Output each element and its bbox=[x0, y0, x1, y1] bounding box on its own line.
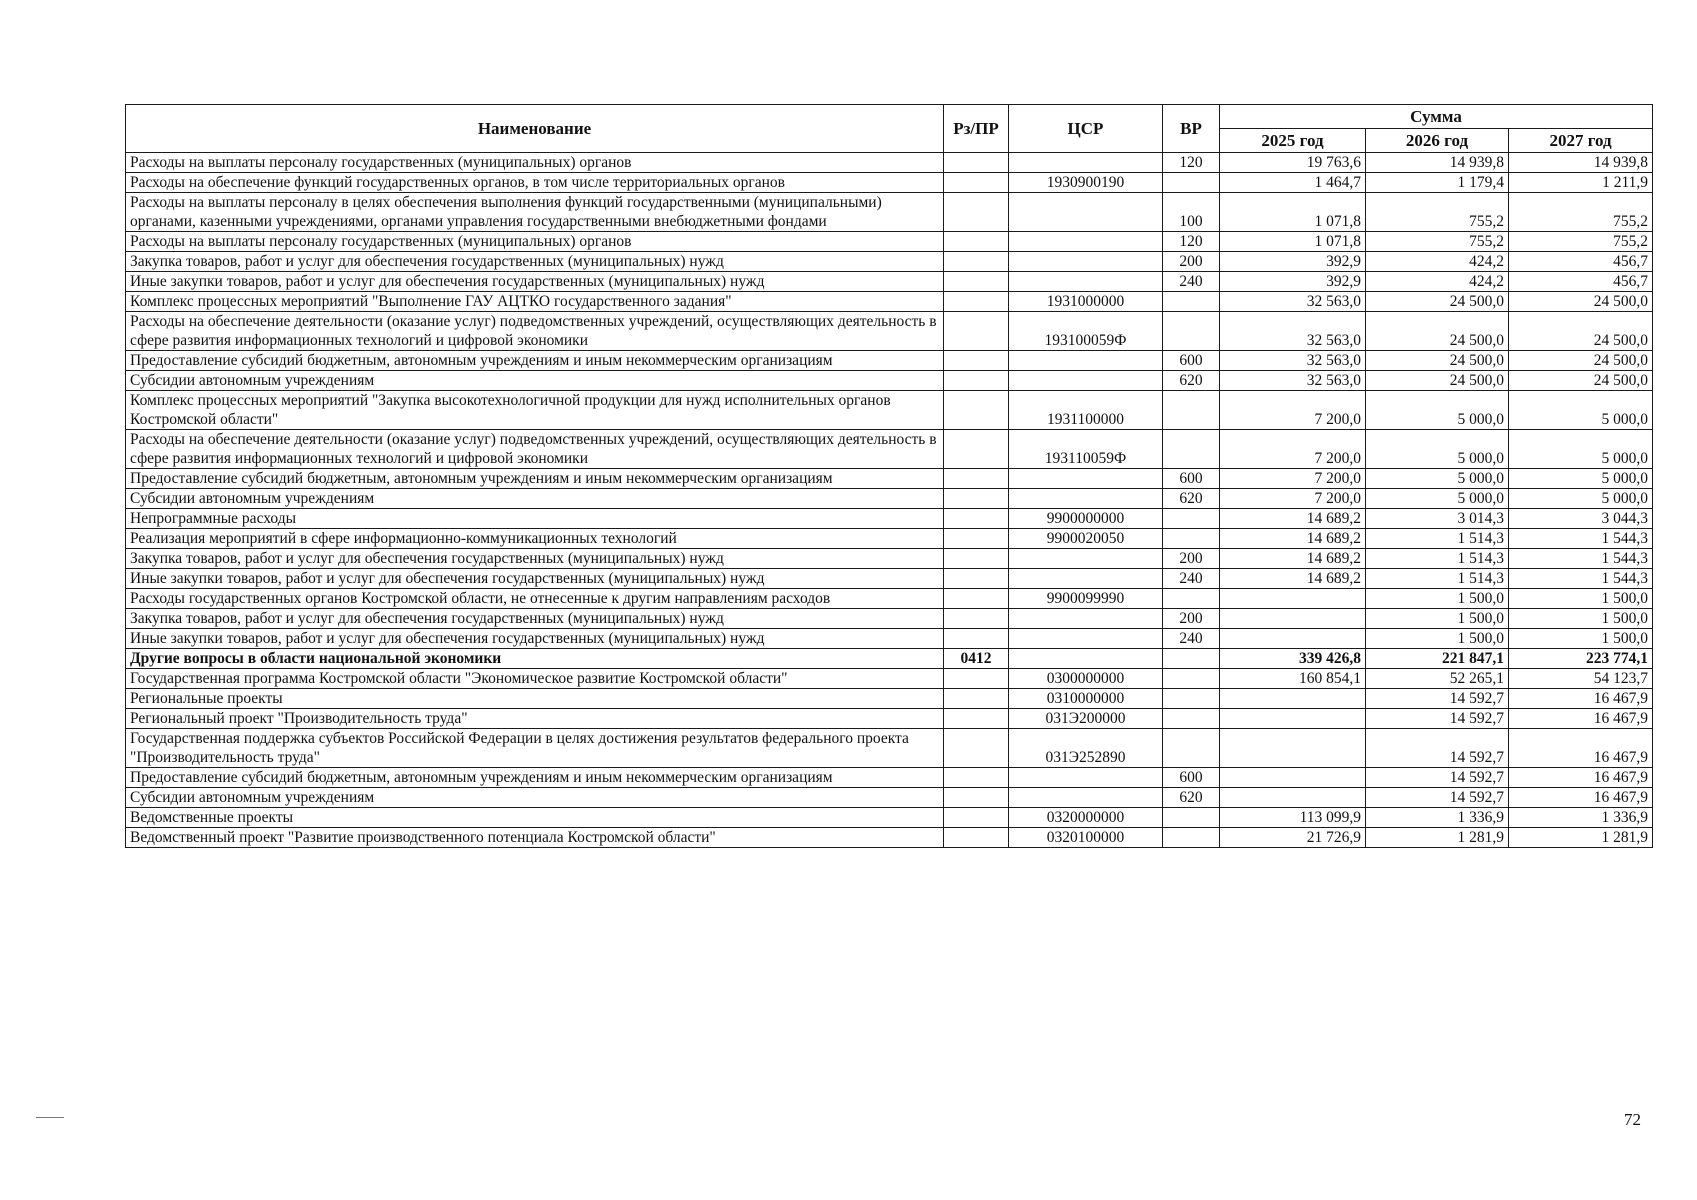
table-row bbox=[126, 689, 1653, 709]
cell-name: Непрограммные расходы bbox=[126, 509, 944, 529]
cell-sum-2025: 1 071,8 bbox=[1220, 193, 1366, 232]
cell-sum-2025: 19 763,6 bbox=[1220, 153, 1366, 173]
cell-rzpr bbox=[944, 292, 1009, 312]
cell-sum-2025: 160 854,1 bbox=[1220, 669, 1366, 689]
cell-sum-2027: 16 467,9 bbox=[1509, 709, 1653, 729]
cell-vr bbox=[1163, 529, 1220, 549]
header-csr: ЦСР bbox=[1009, 105, 1163, 153]
cell-rzpr bbox=[944, 768, 1009, 788]
cell-sum-2025 bbox=[1220, 629, 1366, 649]
cell-sum-2026: 221 847,1 bbox=[1366, 649, 1509, 669]
cell-csr bbox=[1009, 489, 1163, 509]
cell-csr: 0320000000 bbox=[1009, 808, 1163, 828]
table-row bbox=[126, 351, 1653, 371]
cell-sum-2026: 1 179,4 bbox=[1366, 173, 1509, 193]
cell-sum-2026: 14 592,7 bbox=[1366, 729, 1509, 768]
cell-rzpr bbox=[944, 709, 1009, 729]
cell-rzpr bbox=[944, 669, 1009, 689]
cell-sum-2027: 1 500,0 bbox=[1509, 629, 1653, 649]
cell-vr bbox=[1163, 649, 1220, 669]
cell-vr bbox=[1163, 589, 1220, 609]
cell-sum-2025: 32 563,0 bbox=[1220, 292, 1366, 312]
header-year-2026: 2026 год bbox=[1366, 129, 1509, 153]
cell-name: Государственная программа Костромской области "Экономическое развитие Костромской области" bbox=[126, 669, 944, 689]
cell-csr bbox=[1009, 629, 1163, 649]
cell-name: Иные закупки товаров, работ и услуг для обеспечения государственных (муниципальных) нужд bbox=[126, 272, 944, 292]
table-row bbox=[126, 729, 1653, 768]
cell-sum-2025 bbox=[1220, 768, 1366, 788]
cell-sum-2025: 7 200,0 bbox=[1220, 469, 1366, 489]
table-row bbox=[126, 252, 1653, 272]
cell-rzpr bbox=[944, 312, 1009, 351]
cell-sum-2025: 7 200,0 bbox=[1220, 430, 1366, 469]
table-row bbox=[126, 312, 1653, 351]
cell-sum-2027: 1 500,0 bbox=[1509, 589, 1653, 609]
cell-vr bbox=[1163, 312, 1220, 351]
cell-name: Реализация мероприятий в сфере информационно-коммуникационных технологий bbox=[126, 529, 944, 549]
cell-sum-2025: 14 689,2 bbox=[1220, 569, 1366, 589]
cell-rzpr bbox=[944, 549, 1009, 569]
table-row bbox=[126, 589, 1653, 609]
table-row bbox=[126, 509, 1653, 529]
cell-sum-2025: 32 563,0 bbox=[1220, 371, 1366, 391]
cell-sum-2027: 5 000,0 bbox=[1509, 469, 1653, 489]
cell-rzpr bbox=[944, 272, 1009, 292]
cell-name: Предоставление субсидий бюджетным, автономным учреждениям и иным некоммерческим организациям bbox=[126, 768, 944, 788]
cell-sum-2026: 24 500,0 bbox=[1366, 312, 1509, 351]
cell-sum-2026: 1 500,0 bbox=[1366, 609, 1509, 629]
cell-csr bbox=[1009, 351, 1163, 371]
cell-sum-2027: 1 544,3 bbox=[1509, 569, 1653, 589]
cell-sum-2027: 54 123,7 bbox=[1509, 669, 1653, 689]
header-vr: ВР bbox=[1163, 105, 1220, 153]
cell-sum-2025: 14 689,2 bbox=[1220, 509, 1366, 529]
cell-csr bbox=[1009, 193, 1163, 232]
table-row bbox=[126, 193, 1653, 232]
cell-sum-2027: 1 336,9 bbox=[1509, 808, 1653, 828]
cell-vr bbox=[1163, 689, 1220, 709]
cell-name: Субсидии автономным учреждениям bbox=[126, 371, 944, 391]
cell-sum-2026: 52 265,1 bbox=[1366, 669, 1509, 689]
table-row bbox=[126, 569, 1653, 589]
cell-sum-2027: 1 211,9 bbox=[1509, 173, 1653, 193]
table-row bbox=[126, 391, 1653, 430]
cell-csr bbox=[1009, 788, 1163, 808]
cell-name: Региональный проект "Производительность труда" bbox=[126, 709, 944, 729]
cell-rzpr: 0412 bbox=[944, 649, 1009, 669]
table-row bbox=[126, 709, 1653, 729]
cell-rzpr bbox=[944, 391, 1009, 430]
cell-csr bbox=[1009, 252, 1163, 272]
cell-vr bbox=[1163, 173, 1220, 193]
cell-sum-2026: 14 592,7 bbox=[1366, 689, 1509, 709]
cell-csr: 1930900190 bbox=[1009, 173, 1163, 193]
cell-vr bbox=[1163, 669, 1220, 689]
cell-name: Иные закупки товаров, работ и услуг для обеспечения государственных (муниципальных) нужд bbox=[126, 569, 944, 589]
cell-sum-2026: 1 281,9 bbox=[1366, 828, 1509, 848]
cell-rzpr bbox=[944, 371, 1009, 391]
cell-name: Другие вопросы в области национальной экономики bbox=[126, 649, 944, 669]
cell-sum-2027: 456,7 bbox=[1509, 272, 1653, 292]
table-row bbox=[126, 629, 1653, 649]
cell-sum-2025: 32 563,0 bbox=[1220, 312, 1366, 351]
cell-rzpr bbox=[944, 489, 1009, 509]
cell-sum-2026: 24 500,0 bbox=[1366, 371, 1509, 391]
cell-vr: 240 bbox=[1163, 629, 1220, 649]
header-sum: Сумма bbox=[1220, 105, 1653, 129]
table-row bbox=[126, 828, 1653, 848]
cell-name: Ведомственный проект "Развитие производственного потенциала Костромской области" bbox=[126, 828, 944, 848]
cell-sum-2025 bbox=[1220, 609, 1366, 629]
cell-vr: 200 bbox=[1163, 549, 1220, 569]
cell-csr bbox=[1009, 371, 1163, 391]
cell-name: Предоставление субсидий бюджетным, автономным учреждениям и иным некоммерческим организациям bbox=[126, 351, 944, 371]
cell-csr: 0300000000 bbox=[1009, 669, 1163, 689]
cell-rzpr bbox=[944, 509, 1009, 529]
cell-csr bbox=[1009, 649, 1163, 669]
cell-name: Субсидии автономным учреждениям bbox=[126, 788, 944, 808]
cell-vr bbox=[1163, 509, 1220, 529]
cell-sum-2025 bbox=[1220, 689, 1366, 709]
cell-vr: 200 bbox=[1163, 609, 1220, 629]
cell-sum-2027: 5 000,0 bbox=[1509, 489, 1653, 509]
cell-name: Закупка товаров, работ и услуг для обеспечения государственных (муниципальных) нужд bbox=[126, 252, 944, 272]
cell-csr: 9900020050 bbox=[1009, 529, 1163, 549]
cell-vr: 200 bbox=[1163, 252, 1220, 272]
cell-vr bbox=[1163, 292, 1220, 312]
cell-name: Расходы на обеспечение деятельности (оказание услуг) подведомственных учреждений, осуществляющих деятельность в сфере развития информационных технологий и цифровой экономики bbox=[126, 430, 944, 469]
cell-vr: 600 bbox=[1163, 768, 1220, 788]
cell-rzpr bbox=[944, 788, 1009, 808]
cell-vr: 600 bbox=[1163, 351, 1220, 371]
header-year-2027: 2027 год bbox=[1509, 129, 1653, 153]
cell-sum-2026: 1 336,9 bbox=[1366, 808, 1509, 828]
cell-rzpr bbox=[944, 430, 1009, 469]
cell-name: Предоставление субсидий бюджетным, автономным учреждениям и иным некоммерческим организациям bbox=[126, 469, 944, 489]
cell-sum-2027: 5 000,0 bbox=[1509, 391, 1653, 430]
cell-vr: 100 bbox=[1163, 193, 1220, 232]
cell-rzpr bbox=[944, 808, 1009, 828]
header-year-2025: 2025 год bbox=[1220, 129, 1366, 153]
cell-sum-2027: 3 044,3 bbox=[1509, 509, 1653, 529]
cell-sum-2026: 1 500,0 bbox=[1366, 629, 1509, 649]
cell-sum-2026: 424,2 bbox=[1366, 272, 1509, 292]
cell-sum-2026: 1 514,3 bbox=[1366, 549, 1509, 569]
cell-rzpr bbox=[944, 193, 1009, 232]
cell-name: Ведомственные проекты bbox=[126, 808, 944, 828]
table-row bbox=[126, 768, 1653, 788]
cell-sum-2026: 24 500,0 bbox=[1366, 351, 1509, 371]
cell-sum-2027: 1 544,3 bbox=[1509, 549, 1653, 569]
cell-vr bbox=[1163, 430, 1220, 469]
cell-name: Расходы на выплаты персоналу государственных (муниципальных) органов bbox=[126, 153, 944, 173]
cell-name: Субсидии автономным учреждениям bbox=[126, 489, 944, 509]
cell-vr bbox=[1163, 391, 1220, 430]
cell-rzpr bbox=[944, 351, 1009, 371]
cell-vr bbox=[1163, 709, 1220, 729]
cell-sum-2025: 14 689,2 bbox=[1220, 529, 1366, 549]
cell-name: Расходы на обеспечение деятельности (оказание услуг) подведомственных учреждений, осуществляющих деятельность в сфере развития информационных технологий и цифровой экономики bbox=[126, 312, 944, 351]
cell-csr: 031Э200000 bbox=[1009, 709, 1163, 729]
cell-sum-2025: 21 726,9 bbox=[1220, 828, 1366, 848]
cell-sum-2025: 339 426,8 bbox=[1220, 649, 1366, 669]
cell-name: Расходы на выплаты персоналу государственных (муниципальных) органов bbox=[126, 232, 944, 252]
table-row bbox=[126, 430, 1653, 469]
cell-rzpr bbox=[944, 609, 1009, 629]
cell-sum-2027: 1 544,3 bbox=[1509, 529, 1653, 549]
cell-sum-2025: 7 200,0 bbox=[1220, 391, 1366, 430]
table-row bbox=[126, 649, 1653, 669]
cell-name: Комплекс процессных мероприятий "Выполнение ГАУ АЦТКО государственного задания" bbox=[126, 292, 944, 312]
cell-rzpr bbox=[944, 153, 1009, 173]
cell-csr bbox=[1009, 768, 1163, 788]
cell-sum-2027: 223 774,1 bbox=[1509, 649, 1653, 669]
cell-name: Государственная поддержка субъектов Российской Федерации в целях достижения результатов федерального проекта "Производительность труда" bbox=[126, 729, 944, 768]
cell-rzpr bbox=[944, 529, 1009, 549]
cell-sum-2025: 1 464,7 bbox=[1220, 173, 1366, 193]
cell-sum-2026: 3 014,3 bbox=[1366, 509, 1509, 529]
cell-sum-2027: 16 467,9 bbox=[1509, 729, 1653, 768]
margin-mark bbox=[36, 1117, 64, 1118]
cell-vr bbox=[1163, 808, 1220, 828]
cell-vr: 620 bbox=[1163, 371, 1220, 391]
cell-sum-2026: 14 592,7 bbox=[1366, 768, 1509, 788]
cell-vr bbox=[1163, 729, 1220, 768]
cell-sum-2026: 14 939,8 bbox=[1366, 153, 1509, 173]
cell-sum-2026: 1 514,3 bbox=[1366, 529, 1509, 549]
cell-vr: 620 bbox=[1163, 788, 1220, 808]
table-row bbox=[126, 232, 1653, 252]
table-row bbox=[126, 788, 1653, 808]
table-row bbox=[126, 272, 1653, 292]
table-row bbox=[126, 469, 1653, 489]
cell-sum-2026: 14 592,7 bbox=[1366, 788, 1509, 808]
table-row bbox=[126, 292, 1653, 312]
cell-csr: 0320100000 bbox=[1009, 828, 1163, 848]
cell-csr bbox=[1009, 549, 1163, 569]
cell-sum-2025 bbox=[1220, 589, 1366, 609]
cell-sum-2027: 24 500,0 bbox=[1509, 292, 1653, 312]
cell-csr: 1931000000 bbox=[1009, 292, 1163, 312]
table-row bbox=[126, 669, 1653, 689]
cell-csr bbox=[1009, 469, 1163, 489]
cell-vr: 620 bbox=[1163, 489, 1220, 509]
cell-sum-2027: 456,7 bbox=[1509, 252, 1653, 272]
cell-sum-2026: 1 514,3 bbox=[1366, 569, 1509, 589]
table-row bbox=[126, 549, 1653, 569]
cell-sum-2027: 755,2 bbox=[1509, 193, 1653, 232]
cell-vr: 120 bbox=[1163, 153, 1220, 173]
cell-sum-2026: 5 000,0 bbox=[1366, 469, 1509, 489]
cell-name: Расходы государственных органов Костромской области, не отнесенные к другим направлениям расходов bbox=[126, 589, 944, 609]
cell-sum-2027: 1 281,9 bbox=[1509, 828, 1653, 848]
cell-sum-2025: 32 563,0 bbox=[1220, 351, 1366, 371]
cell-rzpr bbox=[944, 232, 1009, 252]
cell-rzpr bbox=[944, 569, 1009, 589]
table-row bbox=[126, 808, 1653, 828]
cell-sum-2026: 5 000,0 bbox=[1366, 391, 1509, 430]
header-rzpr: Рз/ПР bbox=[944, 105, 1009, 153]
cell-sum-2027: 755,2 bbox=[1509, 232, 1653, 252]
cell-csr: 9900000000 bbox=[1009, 509, 1163, 529]
cell-name: Региональные проекты bbox=[126, 689, 944, 709]
cell-sum-2025: 7 200,0 bbox=[1220, 489, 1366, 509]
cell-csr bbox=[1009, 232, 1163, 252]
cell-rzpr bbox=[944, 469, 1009, 489]
cell-sum-2027: 14 939,8 bbox=[1509, 153, 1653, 173]
cell-csr bbox=[1009, 609, 1163, 629]
cell-sum-2025 bbox=[1220, 709, 1366, 729]
cell-sum-2026: 24 500,0 bbox=[1366, 292, 1509, 312]
cell-sum-2025: 392,9 bbox=[1220, 252, 1366, 272]
cell-sum-2027: 16 467,9 bbox=[1509, 788, 1653, 808]
cell-sum-2025: 14 689,2 bbox=[1220, 549, 1366, 569]
table-row bbox=[126, 489, 1653, 509]
cell-csr bbox=[1009, 569, 1163, 589]
cell-name: Закупка товаров, работ и услуг для обеспечения государственных (муниципальных) нужд bbox=[126, 609, 944, 629]
cell-sum-2025: 113 099,9 bbox=[1220, 808, 1366, 828]
cell-sum-2025: 1 071,8 bbox=[1220, 232, 1366, 252]
cell-csr: 193100059Ф bbox=[1009, 312, 1163, 351]
cell-name: Расходы на выплаты персоналу в целях обеспечения выполнения функций государственными (муниципальными) органами, казенными учреждениями, органами управления государственными внебюджетными фондами bbox=[126, 193, 944, 232]
cell-sum-2027: 5 000,0 bbox=[1509, 430, 1653, 469]
cell-sum-2026: 5 000,0 bbox=[1366, 489, 1509, 509]
budget-table bbox=[125, 104, 1653, 848]
table-row bbox=[126, 529, 1653, 549]
cell-name: Закупка товаров, работ и услуг для обеспечения государственных (муниципальных) нужд bbox=[126, 549, 944, 569]
cell-vr: 240 bbox=[1163, 272, 1220, 292]
cell-name: Иные закупки товаров, работ и услуг для обеспечения государственных (муниципальных) нужд bbox=[126, 629, 944, 649]
cell-name: Комплекс процессных мероприятий "Закупка высокотехнологичной продукции для нужд исполнительных органов Костромской области" bbox=[126, 391, 944, 430]
cell-sum-2026: 14 592,7 bbox=[1366, 709, 1509, 729]
cell-rzpr bbox=[944, 173, 1009, 193]
cell-csr bbox=[1009, 272, 1163, 292]
cell-sum-2025 bbox=[1220, 729, 1366, 768]
cell-csr: 9900099990 bbox=[1009, 589, 1163, 609]
cell-sum-2027: 16 467,9 bbox=[1509, 689, 1653, 709]
cell-sum-2026: 1 500,0 bbox=[1366, 589, 1509, 609]
cell-csr: 193110059Ф bbox=[1009, 430, 1163, 469]
cell-sum-2026: 424,2 bbox=[1366, 252, 1509, 272]
cell-sum-2026: 755,2 bbox=[1366, 193, 1509, 232]
cell-rzpr bbox=[944, 689, 1009, 709]
table-row bbox=[126, 153, 1653, 173]
cell-vr: 120 bbox=[1163, 232, 1220, 252]
cell-csr: 1931100000 bbox=[1009, 391, 1163, 430]
cell-sum-2026: 755,2 bbox=[1366, 232, 1509, 252]
table-row bbox=[126, 371, 1653, 391]
cell-csr: 0310000000 bbox=[1009, 689, 1163, 709]
cell-sum-2027: 24 500,0 bbox=[1509, 351, 1653, 371]
table-header bbox=[126, 105, 1653, 153]
cell-name: Расходы на обеспечение функций государственных органов, в том числе территориальных органов bbox=[126, 173, 944, 193]
cell-csr bbox=[1009, 153, 1163, 173]
table-row bbox=[126, 173, 1653, 193]
cell-vr: 600 bbox=[1163, 469, 1220, 489]
cell-sum-2025: 392,9 bbox=[1220, 272, 1366, 292]
cell-vr: 240 bbox=[1163, 569, 1220, 589]
cell-sum-2027: 1 500,0 bbox=[1509, 609, 1653, 629]
cell-rzpr bbox=[944, 629, 1009, 649]
cell-rzpr bbox=[944, 589, 1009, 609]
cell-sum-2026: 5 000,0 bbox=[1366, 430, 1509, 469]
table-body bbox=[126, 153, 1653, 848]
cell-sum-2027: 24 500,0 bbox=[1509, 371, 1653, 391]
header-name: Наименование bbox=[126, 105, 944, 153]
cell-csr: 031Э252890 bbox=[1009, 729, 1163, 768]
cell-rzpr bbox=[944, 252, 1009, 272]
cell-vr bbox=[1163, 828, 1220, 848]
cell-sum-2027: 16 467,9 bbox=[1509, 768, 1653, 788]
table-row bbox=[126, 609, 1653, 629]
cell-rzpr bbox=[944, 828, 1009, 848]
cell-rzpr bbox=[944, 729, 1009, 768]
cell-sum-2025 bbox=[1220, 788, 1366, 808]
page-number: 72 bbox=[1624, 1110, 1641, 1129]
cell-sum-2027: 24 500,0 bbox=[1509, 312, 1653, 351]
